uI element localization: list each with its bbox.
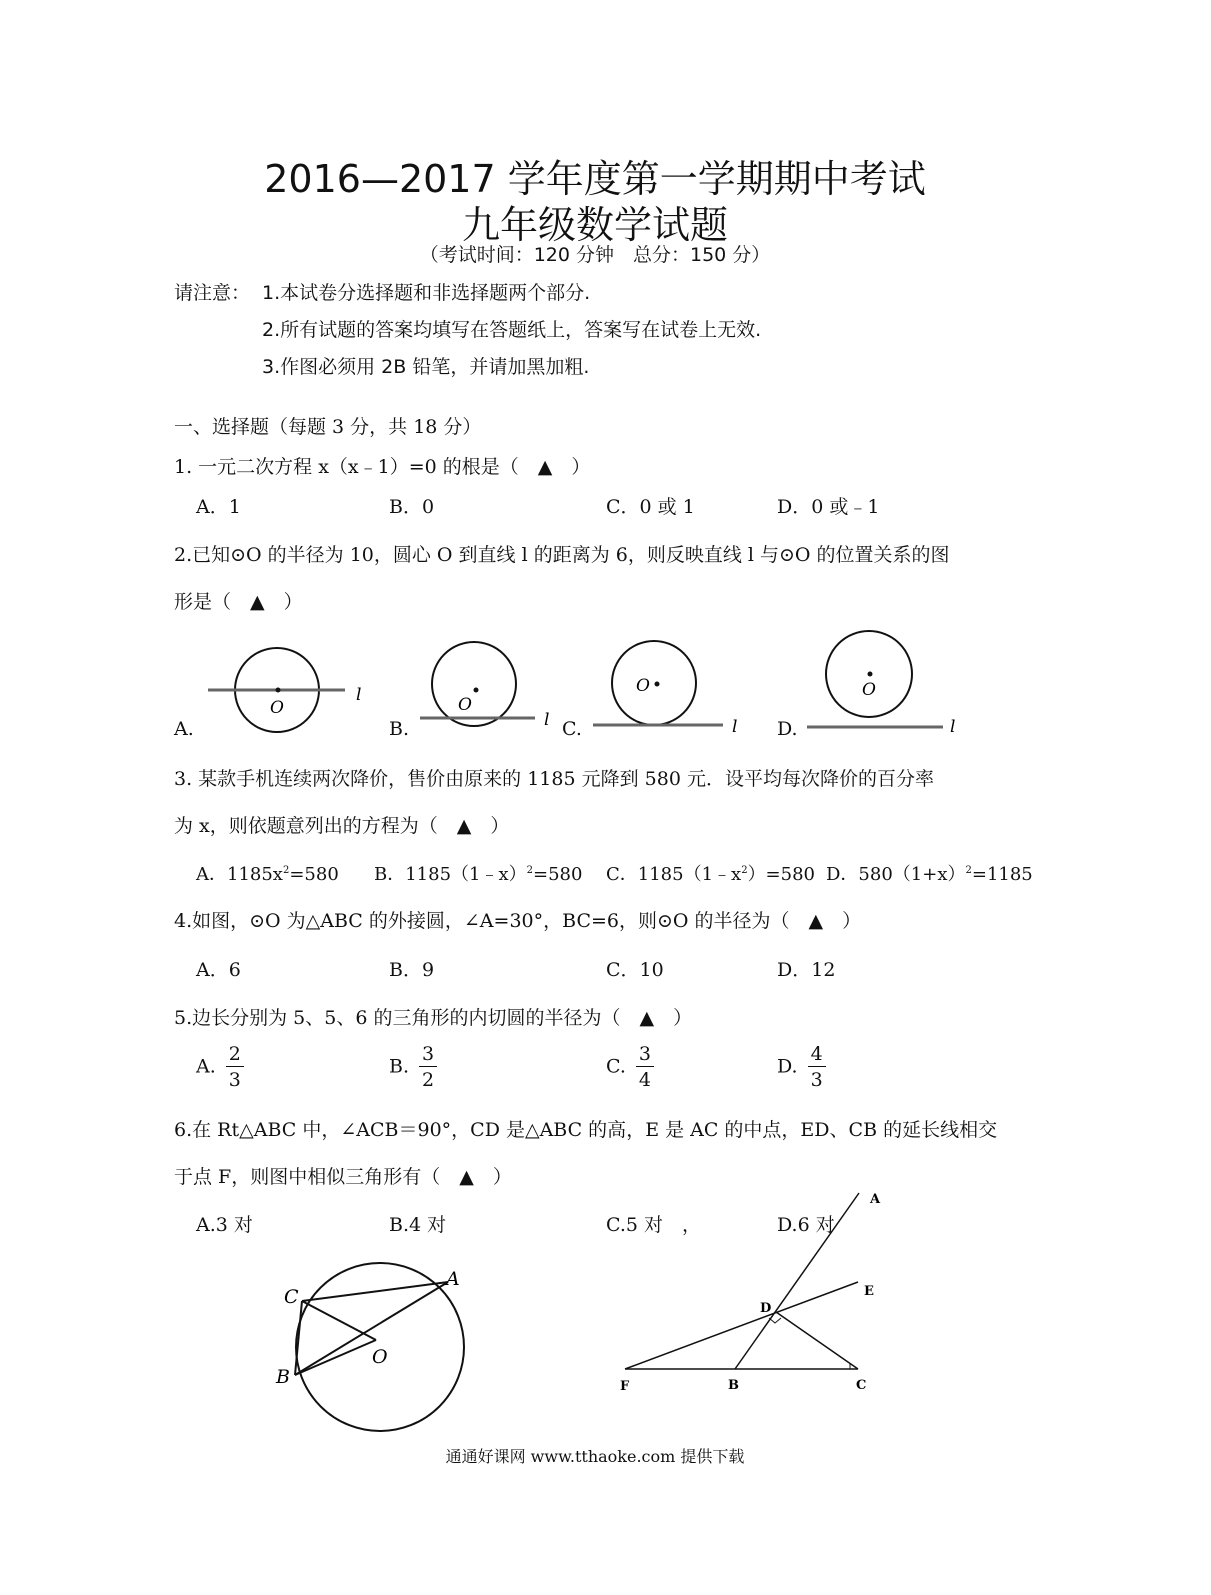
q2-figure-a <box>208 648 361 732</box>
q4-option-c: C．10 <box>606 959 664 981</box>
q6-option-b: B.4 对 <box>389 1214 447 1236</box>
q4-option-b: B．9 <box>389 959 435 981</box>
fig-b-center-label: O <box>458 695 472 715</box>
q3-option-a: A．$1185x^2=580$ <box>196 864 339 885</box>
q6-figure <box>610 1185 900 1400</box>
fraction: $\frac{3}{2}$ <box>419 1042 437 1093</box>
q4-option-d: D．12 <box>777 959 836 981</box>
question-3-line-1: 3. 某款手机连续两次降价，售价由原来的 1185 元降到 580 元．设平均每次降价的百分率 <box>174 768 934 790</box>
exam-title: 2016—2017 学年度第一学期期中考试 <box>264 157 926 201</box>
fig-c-line-label: l <box>732 717 738 737</box>
fraction: $\frac{3}{4}$ <box>636 1042 654 1093</box>
fig6-label-d: D <box>760 1301 772 1316</box>
q2-option-a: A. <box>174 718 194 740</box>
q1-option-d: D．0 或﹣1 <box>777 496 880 518</box>
fig-d-center-label: O <box>862 680 876 700</box>
fraction: $\frac{4}{3}$ <box>808 1042 826 1093</box>
question-1: 1. 一元二次方程 x（x﹣1）=0 的根是（ ▲ ） <box>174 456 591 478</box>
question-3-line-2: 为 x，则依题意列出的方程为（ ▲ ） <box>174 815 510 837</box>
fig6-label-a: A <box>870 1192 881 1207</box>
fig-a-center-label: O <box>270 698 284 718</box>
q2-option-d: D. <box>777 718 798 740</box>
fig6-label-f: F <box>620 1379 630 1394</box>
question-6-line-2: 于点 F，则图中相似三角形有（ ▲ ） <box>174 1166 512 1188</box>
fig-a-line-label: l <box>356 685 362 705</box>
question-4: 4.如图，⊙O 为△ABC 的外接圆，∠A=30°，BC=6，则⊙O 的半径为（ ▲ ） <box>174 910 862 932</box>
fig4-label-a: A <box>446 1268 460 1290</box>
q3-option-d: D．$580(1+x)^2=1185$ <box>826 864 1033 885</box>
question-5: 5.边长分别为 5、5、6 的三角形的内切圆的半径为（ ▲ ） <box>174 1007 693 1029</box>
fig-b-line-label: l <box>544 710 550 730</box>
exam-subtitle: 九年级数学试题 <box>461 203 728 247</box>
q5-option-d: D. $\frac{4}{3}$ <box>777 1042 826 1093</box>
notes-label: 请注意： <box>174 282 251 304</box>
q6-option-c: C.5 对 ， <box>606 1214 702 1236</box>
note-item-2: 2.所有试题的答案均填写在答题纸上，答案写在试卷上无效. <box>262 319 762 341</box>
fig-d-line-label: l <box>950 717 956 737</box>
q5-option-c: C. $\frac{3}{4}$ <box>606 1042 654 1093</box>
fig-c-center-label: O <box>636 676 650 696</box>
fig6-label-c: C <box>856 1378 867 1393</box>
footer: 通通好课网 www.tthaoke.com 提供下载 <box>445 1447 745 1466</box>
fig4-label-c: C <box>284 1286 299 1308</box>
q2-figure-b <box>420 642 549 730</box>
fraction: $\frac{2}{3}$ <box>226 1042 244 1093</box>
note-item-3: 3.作图必须用 2B 铅笔，并请加黑加粗. <box>262 356 590 378</box>
fig4-label-o: O <box>372 1346 388 1368</box>
q1-option-c: C．0 或 1 <box>606 496 695 518</box>
question-2-line-1: 2.已知⊙O 的半径为 10，圆心 O 到直线 l 的距离为 6，则反映直线 l 与⊙O 的位置关系的图 <box>174 544 950 566</box>
q5-option-a: A. $\frac{2}{3}$ <box>196 1042 244 1093</box>
question-6-line-1: 6.在 Rt△ABC 中，∠ACB＝90°，CD 是△ABC 的高，E 是 AC 的中点，ED、CB 的延长线相交 <box>174 1119 998 1141</box>
q4-figure <box>260 1245 500 1445</box>
fig6-label-e: E <box>864 1284 874 1299</box>
q2-figure-c <box>593 641 737 737</box>
q6-option-a: A.3 对 <box>196 1214 253 1236</box>
q2-figure-d <box>807 631 955 737</box>
q5-option-b: B. $\frac{3}{2}$ <box>389 1042 437 1093</box>
fig4-label-b: B <box>276 1366 290 1388</box>
q2-figures <box>190 620 990 750</box>
q2-option-b: B. <box>389 718 410 740</box>
section-heading: 一、选择题（每题 3 分，共 18 分） <box>174 416 482 438</box>
question-2-line-2: 形是（ ▲ ） <box>174 591 303 613</box>
q3-option-b: B．1185（1﹣x）$^2$=580 <box>374 864 583 885</box>
q3-option-c: C．$1185(1﹣x^2)=580$ <box>606 864 816 885</box>
q2-option-c: C. <box>562 718 582 740</box>
exam-info: （考试时间：120 分钟 总分：150 分） <box>419 244 771 266</box>
q1-option-a: A．1 <box>196 496 241 518</box>
note-item-1: 1.本试卷分选择题和非选择题两个部分. <box>262 282 591 304</box>
q6-option-d: D.6 对 <box>777 1214 835 1236</box>
q1-option-b: B．0 <box>389 496 435 518</box>
q4-option-a: A．6 <box>196 959 241 981</box>
fig6-label-b: B <box>728 1378 739 1393</box>
